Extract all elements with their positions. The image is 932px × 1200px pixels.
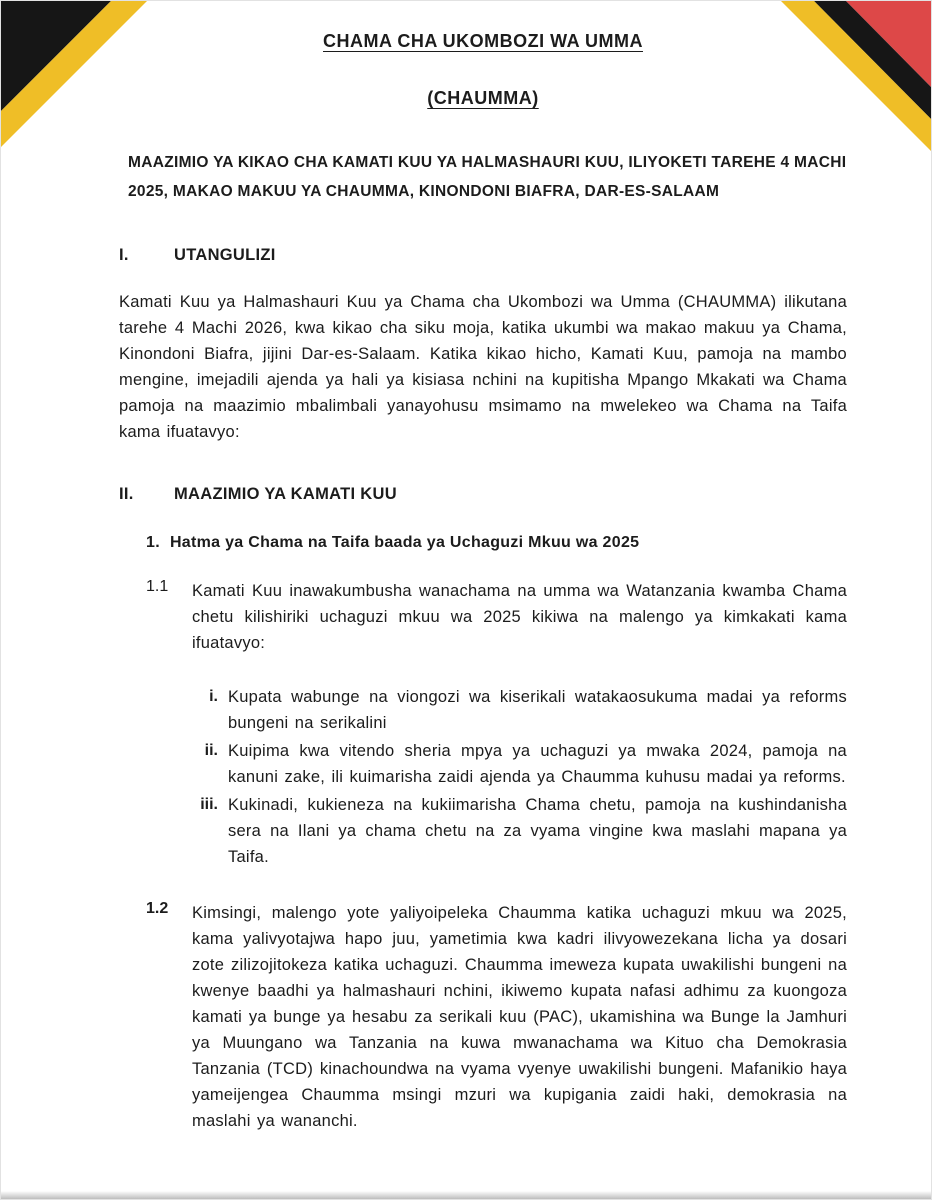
subsection-heading-1 [146,534,847,552]
subsection-title: Hatma ya Chama na Taifa baada ya Uchaguzi Mkuu wa 2025 [169,534,640,552]
section-title: MAAZIMIO YA KAMATI KUU [174,485,397,504]
intro-paragraph: Kamati Kuu ya Halmashauri Kuu ya Chama cha Ukombozi wa Umma (CHAUMMA) ilikutana tarehe 4 Machi 2026, kwa kikao cha siku moja, katika ukumbi wa makao makuu ya Chama, Kinondoni Biafra, jijini Dar-es-Salaam. Katika kikao hicho, Kamati Kuu, pamoja na mambo mengine, imejadili ajenda ya hali ya kisiasa nchini na kupitisha Mpango Mkakati wa Chama pamoja na maazimio mbalimbali yanayohusu msimamo na mwelekeo wa Chama na Taifa kama ifuatavyo: [119,293,847,442]
section-number: I. [119,246,129,265]
section-number: II. [119,485,134,504]
list-item-number: i. [209,688,218,706]
list-item [192,684,847,736]
list-item-number: ii. [204,742,218,760]
list-item-text: Kupata wabunge na viongozi wa kiserikali watakaosukuma madai ya reforms bungeni na serikalini [228,688,847,733]
section-heading-maazimio [119,485,847,504]
list-item [192,738,847,790]
section-title: UTANGULIZI [174,246,276,265]
list-item-text: Kuipima kwa vitendo sheria mpya ya uchaguzi ya mwaka 2024, pamoja na kanuni zake, ili kuimarisha zaidi ajenda ya Chaumma kuhusu madai ya reforms. [228,742,847,787]
paragraph-text: Kimsingi, malengo yote yaliyoipeleka Chaumma katika uchaguzi mkuu wa 2025, kama yalivyotajwa hapo juu, yametimia kwa kadri ilivyowezekana licha ya dosari zote zilizojitokeza katika uchaguzi. Chaumma imeweza kupata uwakilishi bungeni na kwenye baadhi ya halmashauri nchini, ikiwemo kupata nafasi adhimu za kuongoza kamati ya bunge ya hesabu za serikali kuu (PAC), ukamishina wa Bunge la Jamhuri ya Muungano wa Tanzania na kuwa mwanachama wa Kituo cha Demokrasia Tanzania (TCD) kinachoundwa na vyama vyenye uwakilishi bungeni. Mafanikio haya yameijengea Chaumma msingi mzuri wa kupigania zaidi haki, demokrasia na maslahi ya wananchi. [192,904,847,1131]
page-bottom-edge [1,1191,931,1199]
paragraph-number: 1.1 [146,578,169,596]
list-item-number: iii. [200,796,218,814]
document-content [119,31,847,1134]
section-heading-utangulizi [119,246,847,265]
document-subtitle: MAAZIMIO YA KIKAO CHA KAMATI KUU YA HALMASHAURI KUU, ILIYOKETI TAREHE 4 MACHI 2025, MAKAO MAKUU YA CHAUMMA, KINONDONI BIAFRA, DAR-ES-SALAAM [128,154,847,200]
subsection-number: 1. [146,534,160,552]
paragraph-1-2 [146,900,847,1134]
paragraph-1-1 [146,578,847,656]
list-item [192,792,847,870]
document-title-line1: CHAMA CHA UKOMBOZI WA UMMA [323,31,643,51]
paragraph-text: Kamati Kuu inawakumbusha wanachama na umma wa Watanzania kwamba Chama chetu kilishiriki uchaguzi mkuu wa 2025 kikiwa na malengo ya kimkakati kama ifuatavyo: [192,582,847,653]
paragraph-number: 1.2 [146,900,169,918]
goals-list [192,684,847,870]
list-item-text: Kukinadi, kukieneza na kukiimarisha Chama chetu, pamoja na kushindanisha sera na Ilani ya chama chetu na za vyama vingine kwa maslahi mapana ya Taifa. [228,796,847,867]
document-title-line2: (CHAUMMA) [427,88,539,108]
